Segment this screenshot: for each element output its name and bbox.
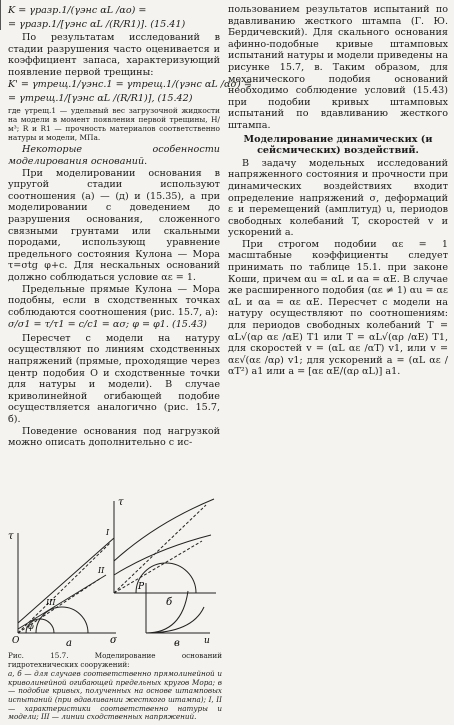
footnote-definitions: где γтрещ.1 — удельный вес загрузочной жидкости на модели в момент появления первой трещины, Н/м³; R и R1 — прочность материалов соответственно натуры и модели, МПа. [8, 106, 220, 143]
equation-15-41-line2: = γразр.1/[γэнс αL /(R/R1)]. (15.41) [8, 18, 186, 30]
equation-15-43: σ/σ1 = τ/τ1 = c/c1 = ασ; φ = φ1. (15.43) [8, 319, 207, 331]
sigma-label-a: σ [110, 635, 117, 646]
equation-15-42-line2: = γтрещ.1/[γэнс αL /(R/R1)], (15.42) [8, 92, 193, 104]
caption-body: а, б — для случаев соответственно прямолинейной и криволинейной огибающей предельных кругов Мора; в — подобие кривых, полученных на основе штамповых испытаний (при вдавливании жесткого штампа); I, II — характеристики соответственно натуры и модели; III — линии сходственных напряжений. [8, 669, 222, 722]
margin-mark [0, 0, 4, 30]
tau-label-a: τ [8, 531, 14, 542]
paragraph-coulomb-mohr: Предельные прямые Кулона — Мора подобны, если в сходственных точках соблюдаются соотношения (рис. 15.7, а): [8, 283, 220, 318]
curve-label-III: III [46, 598, 56, 607]
origin-label: O [12, 636, 20, 646]
p-axis-label: P [138, 582, 145, 592]
paragraph-dynamic-tasks: В задачу модельных исследований напряженного состояния и прочности при динамических воздействиях входит определение напряжений σ, деформаций ε и перемещений (амплитуд) u, периодов свободных колебаний T, скоростей v и ускорений a. [228, 157, 448, 239]
tau-label-b: τ [118, 497, 124, 508]
caption-title: Рис. 15.7. Моделирование оснований гидротехнических сооружений: [8, 651, 222, 669]
heading-dynamic-modeling: Моделирование динамических (и сейсмических) воздействий. [243, 133, 433, 157]
equation-15-42-line1: K' = γтрещ.1/γэнс.1 = γтрещ.1/(γэнс αL /ασ) = [8, 79, 252, 91]
left-column [8, 4, 252, 449]
u-axis-label: u [204, 636, 210, 646]
paragraph-stamp-tests: пользованием результатов испытаний по вдавливанию жесткого штампа (Г. Ю. Бердичевский). Для скального основания афинно-подобные кривые штамповых испытаний натуры и модели приведены на рисунке 15.7, в. Таким образом, для механического подобия оснований необходимо соблюдение условий (15.43) при подобии кривых штамповых испытаний по вдавливанию жесткого штампа. [228, 4, 448, 131]
panel-label-v: в [174, 638, 180, 649]
paragraph-behavior: Поведение основания под нагрузкой можно описать дополнительно с ис- [8, 425, 220, 449]
paragraph-strict-similarity: При строгом подобии αε = 1 масштабные коэффициенты следует принимать по таблице 15.1. при законе Коши, причем αu = αL и αa = αE. В случае же расширенного подобия (αε ≠ 1) αu = αε αL и αa = αε αE. Пересчет с модели на натуру осуществляют по соотношениям: для периодов свободных колебаний T = αL√(αρ αε /αE) T1 или T = αL√(αρ /αE) T1, для скоростей v = (αL αε /αT) v1, или v = αε√(αε /αρ) v1; для ускорений a = (αL αε /αT²) a1 или a = [αε αE/(αρ αL)] a1. [228, 238, 448, 378]
curve-label-I: I [106, 528, 110, 537]
figure-15-7 [6, 483, 220, 649]
paragraph-recalculation: Пересчет с модели на натуру осуществляют по линиям сходственных напряжений (прямые, проходящие через центр подобия O и сходственные точки для натуры и модели). В случае криволинейной огибающей подобие осуществляется аналогично (рис. 15.7, б). [8, 332, 220, 425]
angle-label-phi: φ [28, 622, 34, 631]
figure-caption [8, 652, 222, 722]
curve-label-II: II [98, 566, 105, 575]
equation-15-41-line1: K = γразр.1/(γэнс αL /αо) = [8, 5, 147, 16]
subheading-foundations: Некоторые особенности моделирования оснований. [8, 144, 220, 167]
paragraph-crack-safety: По результатам исследований в стадии разрушения часто оценивается и коэффициент запаса, характеризующий появление первой трещины: [8, 32, 220, 78]
right-column [228, 4, 448, 378]
panel-label-b: б [166, 597, 173, 608]
paragraph-elastic-stage: При моделировании основания в упругой стадии используют соотношения (а) — (д) и (15.35), а при моделировании с доведением до разрушения основания, сложенного связными грунтами или скальными породами, использующ уравнение предельного состояния Кулона — Мора τ=σtg φ+c. Для нескальных оснований должно соблюдаться условие αε = 1. [8, 167, 220, 283]
panel-label-a: а [66, 638, 72, 649]
